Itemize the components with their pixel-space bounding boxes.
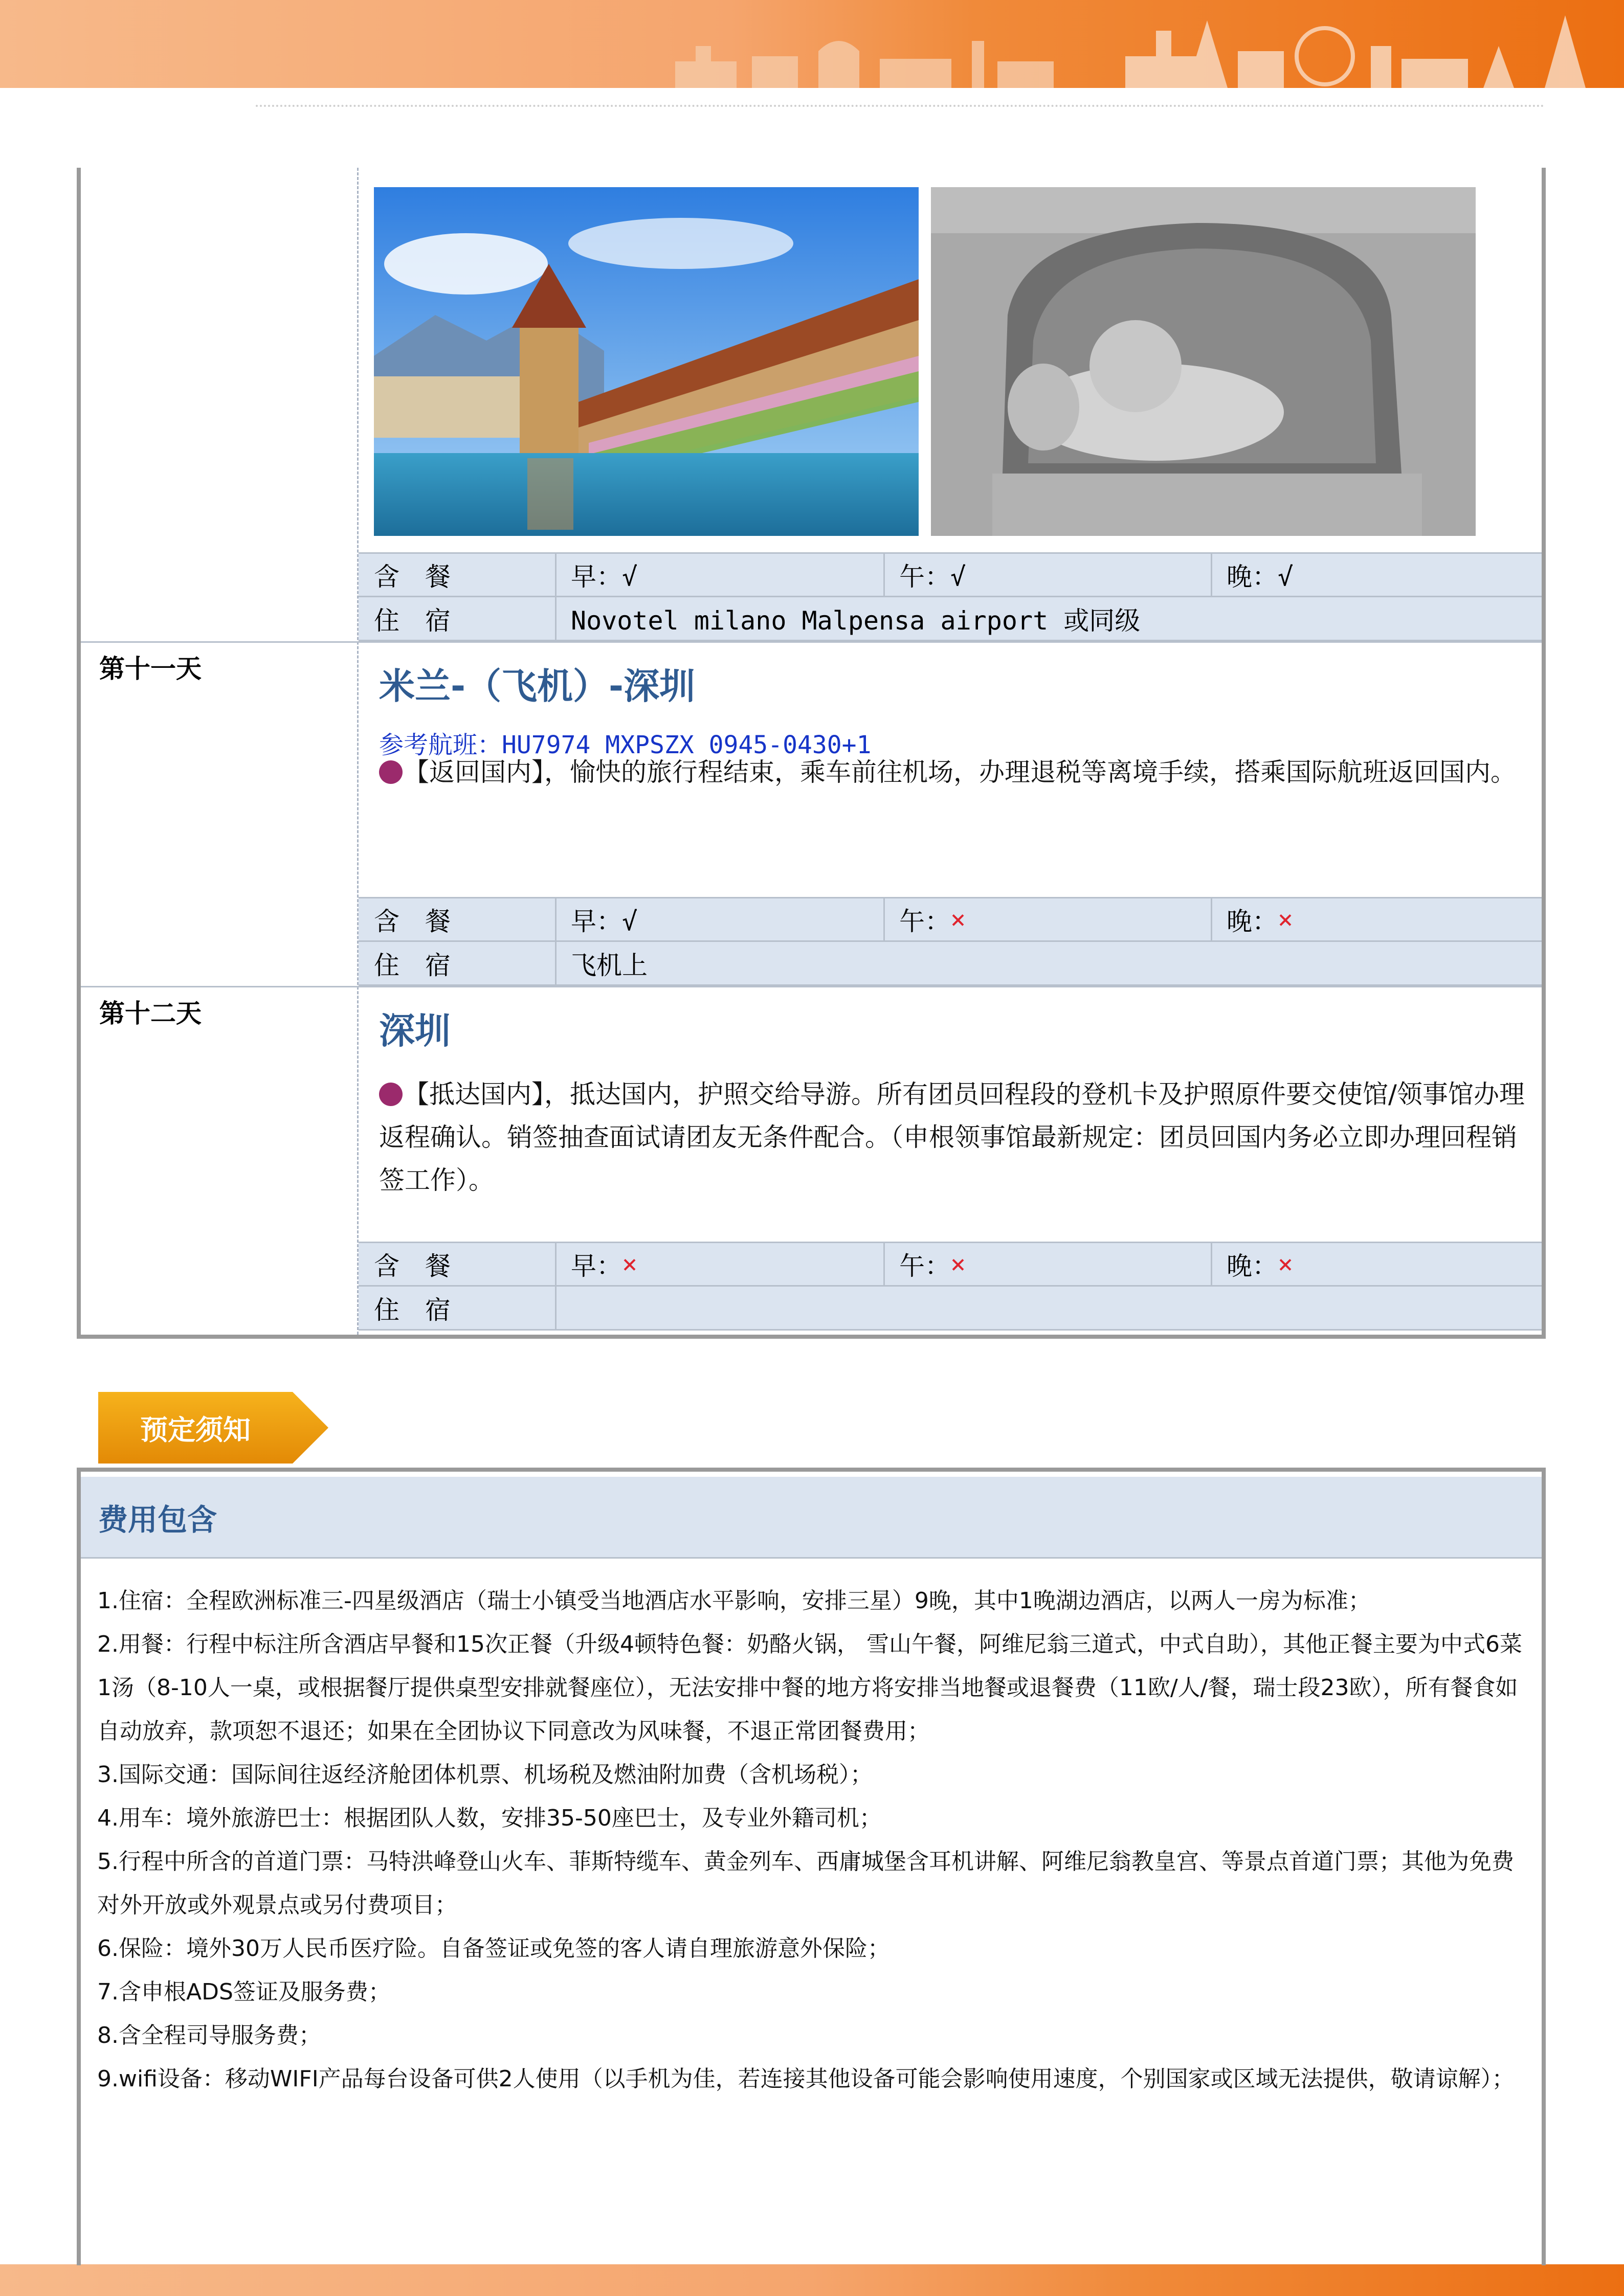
itinerary-table [77, 168, 1546, 1339]
fee-item: 1.住宿：全程欧洲标准三-四星级酒店（瑞士小镇受当地酒店水平影响，安排三星）9晚，其中1晚湖边酒店，以两人一房为标准； [97, 1588, 1371, 1614]
fee-item: 4.用车：境外旅游巴士：根据团队人数，安排35-50座巴士，及专业外籍司机； [97, 1805, 882, 1831]
day-title-11: 米兰-（飞机）-深圳 [379, 665, 696, 707]
hotel-row-day11 [359, 942, 1542, 986]
fee-item: 3.国际交通：国际间往返经济舱团体机票、机场税及燃油附加费（含机场税）； [97, 1762, 873, 1788]
row-divider [81, 986, 1542, 987]
dinner-value: 晚： × [1211, 898, 1293, 940]
hotel-row-day10 [359, 597, 1542, 641]
cross-icon: × [1278, 1249, 1294, 1279]
day-label-11: 第十一天 [99, 654, 202, 684]
fee-item: 5.行程中所含的首道门票：马特洪峰登山火车、菲斯特缆车、黄金列车、西庸城堡含耳机讲解、阿维尼翁教皇宫、等景点首道门票；其他为免费对外开放或外观景点或另付费项目； [97, 1849, 1514, 1918]
fee-item: 6.保险：境外30万人民币医疗险。自备签证或免签的客人请自理旅游意外保险； [97, 1935, 890, 1962]
cross-icon: × [950, 1249, 966, 1279]
cross-icon: × [1278, 905, 1294, 934]
cross-icon: × [950, 905, 966, 934]
cross-icon: × [622, 1249, 638, 1279]
bullet-heading: 【抵达国内】 [404, 1079, 544, 1109]
row-divider [81, 641, 1542, 643]
lion-monument-photo [931, 187, 1476, 536]
breakfast-value: 早： × [555, 1243, 637, 1285]
fee-item: 2.用餐：行程中标注所含酒店早餐和15次正餐（升级4顿特色餐：奶酪火锅， 雪山午餐，阿维尼翁三道式，中式自助），其他正餐主要为中式6菜1汤（8-10人一桌，或根据餐厅提供桌型安排就餐座位），无法安排中餐的地方将安排当地餐或退餐费（11欧/人/餐，瑞士段23欧），所有餐食如自动放弃，款项恕不退还；如果在全团协议下同意改为风味餐，不退正常团餐费用； [97, 1631, 1522, 1744]
day-label-12: 第十二天 [99, 999, 202, 1028]
meal-row-day11 [359, 897, 1542, 942]
notice-tab-label: 预定须知 [140, 1413, 251, 1446]
fee-items-list [97, 1579, 1529, 2101]
fee-section-title: 费用包含 [98, 1502, 217, 1537]
lunch-value: 午：√ [883, 554, 966, 596]
fee-section-header [81, 1477, 1542, 1559]
fee-item: 7.含申根ADS签证及服务费； [97, 1979, 391, 2005]
hotel-value: Novotel milano Malpensa airport 或同级 [555, 597, 1140, 640]
dinner-value: 晚：√ [1211, 554, 1293, 596]
footer-banner [0, 2264, 1624, 2296]
meal-label: 含 餐 [374, 1251, 451, 1281]
day-title-12: 深圳 [379, 1010, 451, 1052]
day-column-divider [357, 168, 359, 1335]
meal-label: 含 餐 [374, 562, 451, 592]
description-text: ，愉快的旅行程结束，乘车前往机场，办理退税等离境手续，搭乘国际航班返回国内。 [544, 757, 1516, 787]
hotel-value [555, 1287, 571, 1329]
hotel-label: 住 宿 [374, 1295, 451, 1325]
fee-item: 9.wifi设备：移动WIFI产品每台设备可供2人使用（以手机为佳，若连接其他设备可能会影响使用速度，个别国家或区域无法提供，敬请谅解）； [97, 2066, 1515, 2092]
chapel-bridge-photo [374, 187, 919, 536]
flight-info-11: 参考航班：HU7974 MXPSZX 0945-0430+1 [379, 731, 872, 759]
meal-label: 含 餐 [374, 907, 451, 936]
day-description-12 [379, 1073, 1535, 1202]
day-description-11 [379, 751, 1535, 794]
meal-row-day12 [359, 1242, 1542, 1287]
bullet-heading: 【返回国内】 [404, 757, 544, 787]
bullet-dot-icon [379, 760, 403, 784]
header-banner [0, 0, 1624, 88]
hotel-row-day12 [359, 1287, 1542, 1331]
hotel-label: 住 宿 [374, 950, 451, 980]
lunch-value: 午： × [883, 1243, 966, 1285]
breakfast-value: 早：√ [555, 554, 637, 596]
bullet-dot-icon [379, 1083, 403, 1106]
city-skyline-decoration [665, 10, 1624, 88]
breakfast-value: 早：√ [555, 898, 637, 940]
hotel-value: 飞机上 [555, 942, 648, 984]
dinner-value: 晚： × [1211, 1243, 1293, 1285]
description-text: ，抵达国内，护照交给导游。所有团员回程段的登机卡及护照原件要交使馆/领事馆办理返程确认。销签抽查面试请团友无条件配合。（申根领事馆最新规定：团员回国内务必立即办理回程销签工作）。 [379, 1079, 1525, 1195]
hotel-label: 住 宿 [374, 605, 451, 636]
fee-item: 8.含全程司导服务费； [97, 2022, 321, 2049]
meal-row-day10 [359, 552, 1542, 597]
lunch-value: 午： × [883, 898, 966, 940]
header-divider [256, 105, 1545, 107]
